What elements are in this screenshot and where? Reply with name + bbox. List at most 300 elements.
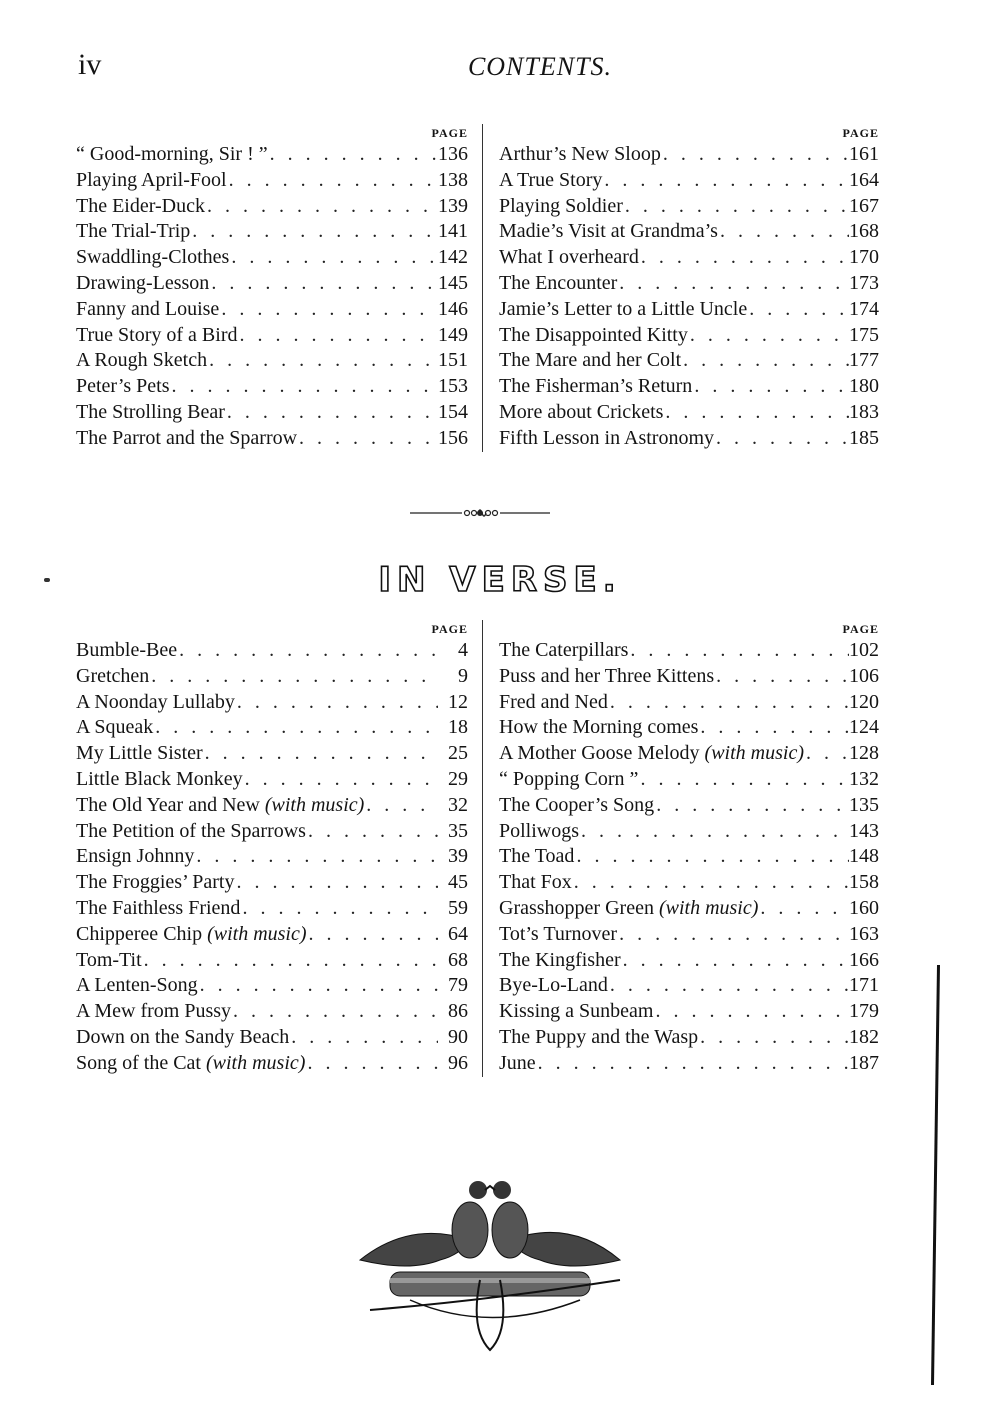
- toc-entry: [76, 870, 468, 896]
- prose-right-list: [499, 142, 879, 452]
- entry-page-number: 39: [448, 845, 468, 868]
- entry-page-number: 124: [849, 716, 879, 739]
- dot-leader: [661, 142, 849, 168]
- entry-page-number: 170: [849, 246, 879, 269]
- dot-leader: [628, 638, 849, 664]
- entry-note: (with music): [207, 922, 307, 945]
- page-column-header: PAGE: [431, 126, 468, 140]
- entry-title: [76, 1051, 305, 1077]
- toc-entry: [499, 1051, 879, 1077]
- entry-page-number: 120: [849, 690, 879, 713]
- entry-page-number: 187: [849, 1051, 879, 1074]
- entry-title: [76, 400, 225, 426]
- running-title: CONTENTS.: [467, 52, 613, 81]
- dot-leader: [289, 1025, 438, 1051]
- toc-entry: [76, 741, 468, 767]
- entry-title-text: Puss and her Three Kittens: [499, 664, 715, 687]
- toc-entry: [76, 819, 468, 845]
- dot-leader: [608, 690, 849, 716]
- verse-right-list: [499, 638, 879, 1077]
- entry-title: [76, 271, 209, 297]
- dot-leader: [536, 1051, 849, 1077]
- dot-leader: [572, 870, 849, 896]
- toc-entry: [499, 948, 879, 974]
- entry-title-text: That Fox: [499, 871, 572, 894]
- entry-title: [76, 219, 190, 245]
- page-column-header: PAGE: [842, 622, 879, 636]
- entry-title: [499, 297, 747, 323]
- verse-contents: [76, 620, 879, 1077]
- page-column-header: PAGE: [842, 126, 879, 140]
- toc-entry: [499, 793, 879, 819]
- entry-title-text: Tom-Tit: [76, 948, 142, 971]
- entry-title-text: The Caterpillars: [499, 639, 629, 661]
- entry-title: [499, 194, 623, 220]
- toc-entry: [499, 374, 879, 400]
- entry-page-number: 136: [438, 143, 468, 165]
- entry-title-text: The Fisherman’s Return: [499, 375, 693, 398]
- entry-title-text: Ensign Johnny: [76, 845, 195, 868]
- doves-on-cannon-icon: [350, 1160, 630, 1360]
- dot-leader: [758, 896, 849, 922]
- entry-page-number: 106: [849, 664, 879, 687]
- entry-title-text: “ Good-morning, Sir ! ”: [76, 143, 268, 165]
- entry-title: [76, 999, 231, 1025]
- entry-note: (with music): [704, 742, 804, 765]
- entry-page-number: 156: [438, 426, 468, 449]
- toc-entry: [499, 194, 879, 220]
- entry-title-text: Playing April-Fool: [76, 168, 227, 191]
- verse-column-left: [76, 620, 483, 1077]
- entry-page-number: 142: [438, 246, 468, 269]
- toc-entry: [499, 271, 879, 297]
- toc-entry: [76, 664, 468, 690]
- entry-title-text: The Toad: [499, 845, 575, 868]
- page-column-header: PAGE: [431, 622, 468, 636]
- entry-title: [76, 297, 219, 323]
- entry-title: [499, 400, 663, 426]
- toc-entry: [76, 400, 468, 426]
- entry-page-number: 151: [438, 349, 468, 372]
- dot-leader: [231, 999, 438, 1025]
- entry-title-text: A Noonday Lullaby: [76, 690, 235, 713]
- toc-entry: [76, 999, 468, 1025]
- toc-entry: [499, 219, 879, 245]
- entry-title-text: Grasshopper Green: [499, 896, 654, 919]
- dot-leader: [714, 664, 849, 690]
- dot-leader: [574, 844, 849, 870]
- entry-page-number: 174: [849, 297, 879, 320]
- dot-leader: [663, 400, 849, 426]
- entry-title: [76, 767, 243, 793]
- entry-title-text: The Disappointed Kitty: [499, 323, 688, 346]
- entry-title: [499, 245, 639, 271]
- entry-title: [76, 741, 203, 767]
- toc-entry: [499, 142, 879, 168]
- toc-entry: [76, 219, 468, 245]
- entry-title-text: Kissing a Sunbeam: [499, 1000, 654, 1023]
- entry-title-text: The Encounter: [499, 271, 618, 294]
- toc-entry: [499, 638, 879, 664]
- entry-title-text: The Faithless Friend: [76, 896, 241, 919]
- prose-column-right: [483, 124, 879, 452]
- entry-title: [499, 219, 718, 245]
- dot-leader: [268, 142, 438, 168]
- dot-leader: [714, 426, 849, 452]
- toc-entry: [76, 245, 468, 271]
- entry-title-text: The Parrot and the Sparrow: [76, 426, 298, 449]
- dot-leader: [654, 793, 849, 819]
- entry-title: [499, 793, 654, 819]
- toc-entry: [499, 323, 879, 349]
- entry-title-text: A Squeak: [76, 716, 154, 739]
- entry-title-text: The Old Year and New: [76, 793, 260, 816]
- toc-entry: [499, 297, 879, 323]
- entry-page-number: 132: [849, 767, 879, 790]
- entry-title-text: More about Crickets: [499, 400, 664, 423]
- entry-title-text: Madie’s Visit at Grandma’s: [499, 220, 718, 243]
- entry-title: [76, 715, 153, 741]
- toc-entry: [499, 400, 879, 426]
- entry-page-number: 12: [448, 690, 468, 713]
- entry-title-text: The Strolling Bear: [76, 400, 225, 423]
- dot-leader: [692, 374, 849, 400]
- dot-leader: [747, 297, 849, 323]
- verse-column-right: [483, 620, 879, 1077]
- dot-leader: [243, 767, 438, 793]
- entry-title: [499, 323, 688, 349]
- entry-title: [499, 767, 638, 793]
- toc-entry: [499, 922, 879, 948]
- entry-page-number: 153: [438, 375, 468, 398]
- prose-contents: [76, 124, 879, 452]
- dot-leader: [617, 271, 849, 297]
- entry-title-text: The Petition of the Sparrows: [76, 819, 306, 842]
- toc-entry: [499, 690, 879, 716]
- dot-leader: [190, 219, 438, 245]
- entry-title-text: Swaddling-Clothes: [76, 246, 230, 269]
- entry-page-number: 183: [849, 400, 879, 423]
- entry-title: [76, 819, 306, 845]
- dot-leader: [198, 973, 438, 999]
- dot-leader: [623, 194, 849, 220]
- toc-entry: [76, 1051, 468, 1077]
- dot-leader: [617, 922, 849, 948]
- dot-leader: [621, 948, 849, 974]
- entry-page-number: 35: [448, 819, 468, 842]
- entry-title: [499, 819, 579, 845]
- dot-leader: [364, 793, 438, 819]
- entry-title: [499, 999, 653, 1025]
- entry-title: [76, 922, 307, 948]
- entry-page-number: 79: [448, 974, 468, 997]
- entry-title-text: A Rough Sketch: [76, 349, 208, 372]
- toc-entry: [499, 1025, 879, 1051]
- dot-leader: [229, 245, 438, 271]
- dot-leader: [209, 271, 438, 297]
- entry-title: [499, 896, 758, 922]
- entry-page-number: 154: [438, 400, 468, 423]
- entry-title: [76, 664, 149, 690]
- entry-title-text: The Mare and her Colt: [499, 349, 682, 372]
- toc-entry: [499, 973, 879, 999]
- toc-entry: [499, 819, 879, 845]
- entry-note: (with music): [658, 896, 759, 919]
- entry-page-number: 102: [849, 639, 879, 661]
- entry-note: (with music): [264, 793, 365, 816]
- entry-page-number: 9: [458, 664, 468, 687]
- entry-page-number: 146: [438, 297, 468, 320]
- entry-title: [499, 948, 621, 974]
- toc-entry: [76, 793, 468, 819]
- entry-page-number: 167: [849, 194, 879, 217]
- entry-title: [76, 973, 198, 999]
- entry-title-text: Bye-Lo-Land: [499, 974, 608, 997]
- toc-entry: [499, 168, 879, 194]
- dot-leader: [237, 323, 438, 349]
- dot-leader: [305, 1051, 438, 1077]
- dot-leader: [207, 348, 438, 374]
- entry-page-number: 86: [448, 1000, 468, 1023]
- entry-title: [499, 973, 608, 999]
- entry-title: [499, 664, 714, 690]
- entry-title: [499, 922, 617, 948]
- entry-page-number: 171: [849, 974, 879, 997]
- entry-page-number: 166: [849, 948, 879, 971]
- entry-page-number: 185: [849, 426, 879, 449]
- toc-entry: [76, 426, 468, 452]
- dot-leader: [653, 999, 849, 1025]
- dot-leader: [142, 948, 438, 974]
- toc-entry: [499, 870, 879, 896]
- entry-title-text: The Trial-Trip: [76, 220, 191, 243]
- verse-left-list: [76, 638, 468, 1077]
- entry-title-text: A Mother Goose Melody: [499, 742, 700, 765]
- entry-page-number: 180: [849, 375, 879, 398]
- entry-title: [499, 638, 628, 664]
- entry-page-number: 160: [849, 896, 879, 919]
- entry-title-text: Peter’s Pets: [76, 375, 170, 398]
- entry-title-text: Fifth Lesson in Astronomy: [499, 426, 715, 449]
- entry-title-text: The Cooper’s Song: [499, 793, 655, 816]
- toc-entry: [76, 844, 468, 870]
- dot-leader: [639, 245, 849, 271]
- stray-mark: [44, 578, 50, 582]
- entry-title-text: The Eider-Duck: [76, 194, 205, 217]
- dot-leader: [638, 767, 849, 793]
- entry-page-number: 135: [849, 793, 879, 816]
- entry-page-number: 64: [448, 922, 468, 945]
- entry-title-text: Down on the Sandy Beach: [76, 1025, 290, 1048]
- entry-page-number: 139: [438, 194, 468, 217]
- entry-title-text: A Mew from Pussy: [76, 1000, 232, 1023]
- entry-page-number: 149: [438, 323, 468, 346]
- dot-leader: [225, 400, 438, 426]
- entry-title: [76, 948, 142, 974]
- entry-title: [76, 426, 297, 452]
- dot-leader: [235, 690, 438, 716]
- dot-leader: [698, 1025, 849, 1051]
- entry-title: [76, 194, 205, 220]
- toc-entry: [76, 168, 468, 194]
- entry-title: [76, 870, 235, 896]
- entry-title-text: Jamie’s Letter to a Little Uncle: [499, 297, 748, 320]
- entry-page-number: 175: [849, 323, 879, 346]
- toc-entry: [499, 715, 879, 741]
- entry-note: (with music): [206, 1051, 306, 1074]
- dot-leader: [804, 741, 849, 767]
- entry-title-text: A Lenten-Song: [76, 974, 198, 997]
- prose-column-left: [76, 124, 483, 452]
- dot-leader: [297, 426, 438, 452]
- dot-leader: [219, 297, 438, 323]
- entry-page-number: 182: [849, 1025, 879, 1048]
- entry-title-text: Bumble-Bee: [76, 639, 178, 661]
- entry-title-text: True Story of a Bird: [76, 323, 238, 346]
- dot-leader: [203, 741, 438, 767]
- toc-entry: [76, 348, 468, 374]
- entry-page-number: 18: [448, 716, 468, 739]
- toc-entry: [499, 348, 879, 374]
- dot-leader: [718, 219, 849, 245]
- toc-entry: [499, 767, 879, 793]
- entry-page-number: 148: [849, 845, 879, 868]
- entry-title: [499, 1051, 536, 1077]
- entry-page-number: 179: [849, 1000, 879, 1023]
- entry-title: [76, 374, 170, 400]
- entry-page-number: 32: [448, 793, 468, 816]
- toc-entry: [76, 638, 468, 664]
- entry-page-number: 158: [849, 871, 879, 894]
- entry-page-number: 161: [849, 143, 879, 165]
- entry-title: [499, 374, 692, 400]
- entry-page-number: 177: [849, 349, 879, 372]
- toc-entry: [76, 297, 468, 323]
- entry-title-text: A True Story: [499, 168, 603, 191]
- entry-page-number: 138: [438, 168, 468, 191]
- entry-title: [76, 245, 229, 271]
- ornamental-divider-icon: [410, 498, 550, 528]
- entry-title: [499, 715, 698, 741]
- toc-entry: [76, 973, 468, 999]
- dot-leader: [205, 194, 438, 220]
- dot-leader: [698, 715, 849, 741]
- entry-title-text: The Froggies’ Party: [76, 871, 235, 894]
- section-title: IN VERSE.: [378, 560, 622, 600]
- entry-title: [499, 870, 572, 896]
- entry-page-number: 168: [849, 220, 879, 243]
- dot-leader: [194, 844, 438, 870]
- entry-title: [499, 690, 608, 716]
- dot-leader: [227, 168, 438, 194]
- toc-entry: [499, 426, 879, 452]
- entry-page-number: 96: [448, 1051, 468, 1074]
- entry-page-number: 141: [438, 220, 468, 243]
- dot-leader: [608, 973, 849, 999]
- entry-title: [76, 168, 227, 194]
- toc-entry: [76, 374, 468, 400]
- dot-leader: [149, 664, 438, 690]
- entry-page-number: 4: [458, 639, 468, 661]
- toc-entry: [76, 896, 468, 922]
- entry-page-number: 143: [849, 819, 879, 842]
- entry-page-number: 90: [448, 1025, 468, 1048]
- entry-title: [76, 1025, 289, 1051]
- entry-title-text: “ Popping Corn ”: [499, 767, 639, 790]
- dot-leader: [177, 638, 438, 664]
- entry-page-number: 25: [448, 742, 468, 765]
- entry-page-number: 59: [448, 896, 468, 919]
- entry-title: [76, 142, 268, 168]
- entry-title-text: Arthur’s New Sloop: [499, 143, 661, 165]
- entry-title-text: Gretchen: [76, 664, 150, 687]
- dot-leader: [681, 348, 849, 374]
- entry-page-number: 145: [438, 271, 468, 294]
- entry-page-number: 173: [849, 271, 879, 294]
- entry-page-number: 164: [849, 168, 879, 191]
- toc-entry: [76, 690, 468, 716]
- dot-leader: [306, 819, 438, 845]
- entry-title-text: Polliwogs: [499, 819, 580, 842]
- toc-entry: [76, 715, 468, 741]
- entry-title-text: Little Black Monkey: [76, 767, 243, 790]
- entry-title-text: Fred and Ned: [499, 690, 608, 713]
- dot-leader: [688, 323, 849, 349]
- entry-title: [499, 271, 617, 297]
- entry-title: [499, 348, 681, 374]
- toc-entry: [76, 948, 468, 974]
- toc-entry: [499, 844, 879, 870]
- dot-leader: [307, 922, 438, 948]
- toc-entry: [76, 271, 468, 297]
- entry-title: [499, 168, 602, 194]
- entry-title: [76, 638, 177, 664]
- entry-title: [76, 323, 237, 349]
- dot-leader: [235, 870, 439, 896]
- entry-title-text: Tot’s Turnover: [499, 922, 618, 945]
- entry-title-text: June: [499, 1051, 536, 1074]
- entry-page-number: 29: [448, 767, 468, 790]
- entry-title: [499, 426, 714, 452]
- entry-title-text: Playing Soldier: [499, 194, 623, 217]
- entry-page-number: 68: [448, 948, 468, 971]
- toc-entry: [76, 323, 468, 349]
- entry-title-text: The Puppy and the Wasp: [499, 1025, 699, 1048]
- entry-title: [499, 142, 661, 168]
- entry-title: [499, 844, 574, 870]
- margin-mark: [928, 965, 942, 1385]
- toc-entry: [76, 142, 468, 168]
- prose-left-list: [76, 142, 468, 452]
- entry-title-text: Fanny and Louise: [76, 297, 220, 320]
- entry-title: [76, 690, 235, 716]
- dot-leader: [153, 715, 438, 741]
- entry-title-text: My Little Sister: [76, 742, 203, 765]
- entry-title: [76, 844, 194, 870]
- toc-entry: [76, 1025, 468, 1051]
- entry-page-number: 163: [849, 922, 879, 945]
- toc-entry: [499, 664, 879, 690]
- entry-title: [76, 896, 240, 922]
- entry-title: [499, 1025, 698, 1051]
- entry-title-text: Song of the Cat: [76, 1051, 201, 1074]
- dot-leader: [602, 168, 849, 194]
- entry-title-text: Chipperee Chip: [76, 922, 203, 945]
- dot-leader: [170, 374, 438, 400]
- dot-leader: [579, 819, 849, 845]
- entry-title-text: The Kingfisher: [499, 948, 621, 971]
- toc-entry: [76, 194, 468, 220]
